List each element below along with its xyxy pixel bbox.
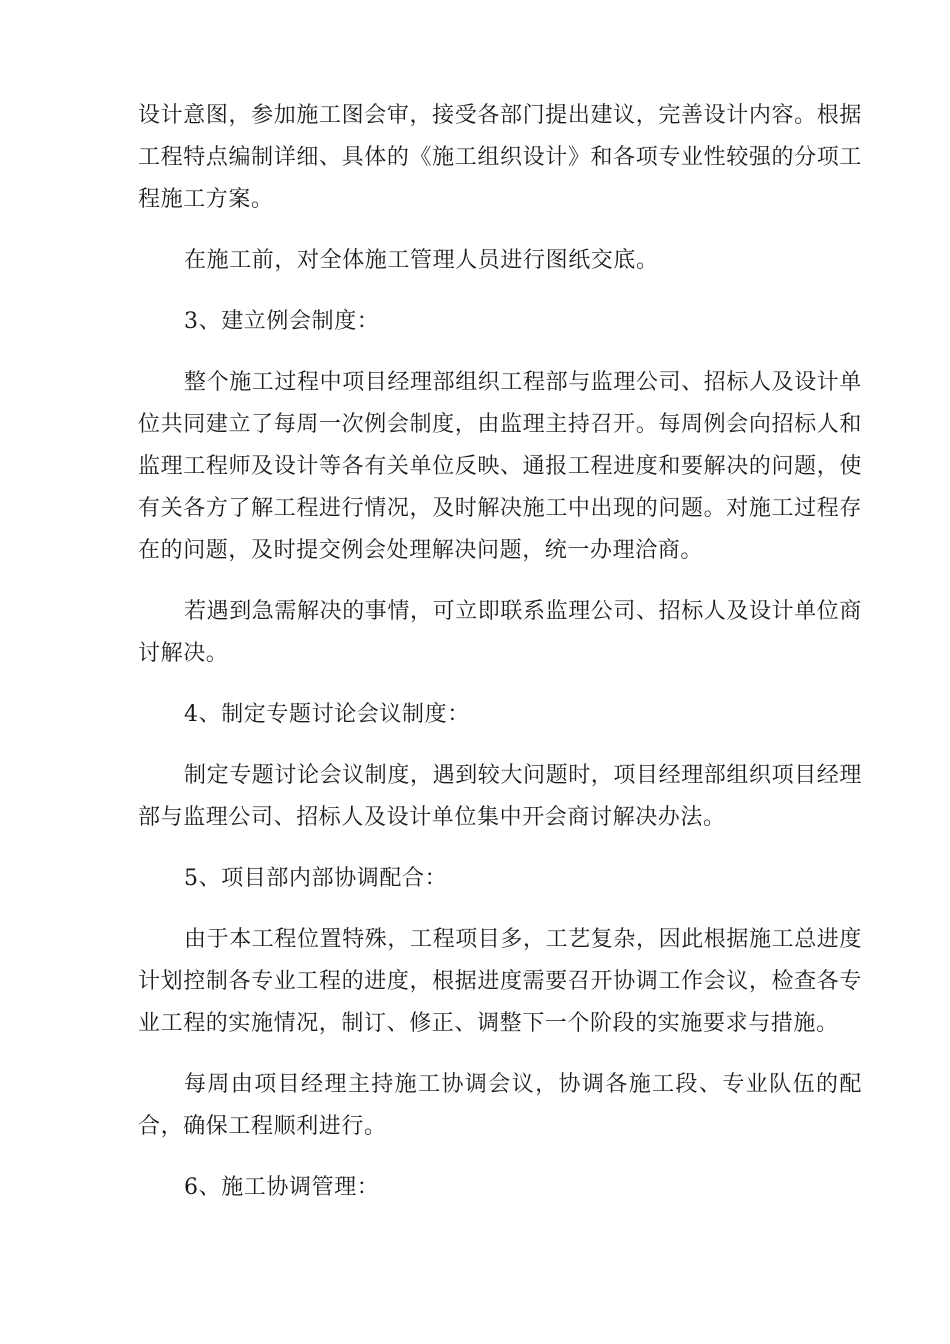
section-heading-5: 5、项目部内部协调配合： xyxy=(184,866,448,891)
paragraph-drawing-briefing: 在施工前，对全体施工管理人员进行图纸交底。 xyxy=(184,248,659,273)
paragraph-weekly-coordination: 每周由项目经理主持施工协调会议，协调各施工段、专业队伍的配合，确保工程顺利进行。 xyxy=(138,1072,862,1139)
paragraph-topic-meeting: 制定专题讨论会议制度，遇到较大问题时，项目经理部组织项目经理部与监理公司、招标人及设计单位集中开会商讨解决办法。 xyxy=(138,763,863,830)
paragraph-design-intent: 设计意图，参加施工图会审，接受各部门提出建议，完善设计内容。根据工程特点编制详细、具体的《施工组织设计》和各项专业性较强的分项工程施工方案。 xyxy=(138,103,862,212)
document-body xyxy=(138,95,862,1228)
paragraph-regular-meeting: 整个施工过程中项目经理部组织工程部与监理公司、招标人及设计单位共同建立了每周一次例会制度，由监理主持召开。每周例会向招标人和监理工程师及设计等各有关单位反映、通报工程进度和要解决的问题，使有关各方了解工程进行情况，及时解决施工中出现的问题。对施工过程存在的问题，及时提交例会处理解决问题，统一办理洽商。 xyxy=(138,370,863,563)
section-heading-3: 3、建立例会制度： xyxy=(184,309,380,334)
paragraph-urgent-matters: 若遇到急需解决的事情，可立即联系监理公司、招标人及设计单位商讨解决。 xyxy=(138,599,863,666)
paragraph-internal-coordination: 由于本工程位置特殊，工程项目多，工艺复杂，因此根据施工总进度计划控制各专业工程的进度，根据进度需要召开协调工作会议，检查各专业工程的实施情况，制订、修正、调整下一个阶段的实施要求与措施。 xyxy=(138,927,863,1036)
section-heading-4: 4、制定专题讨论会议制度： xyxy=(184,702,470,727)
section-heading-6: 6、施工协调管理： xyxy=(184,1175,380,1200)
